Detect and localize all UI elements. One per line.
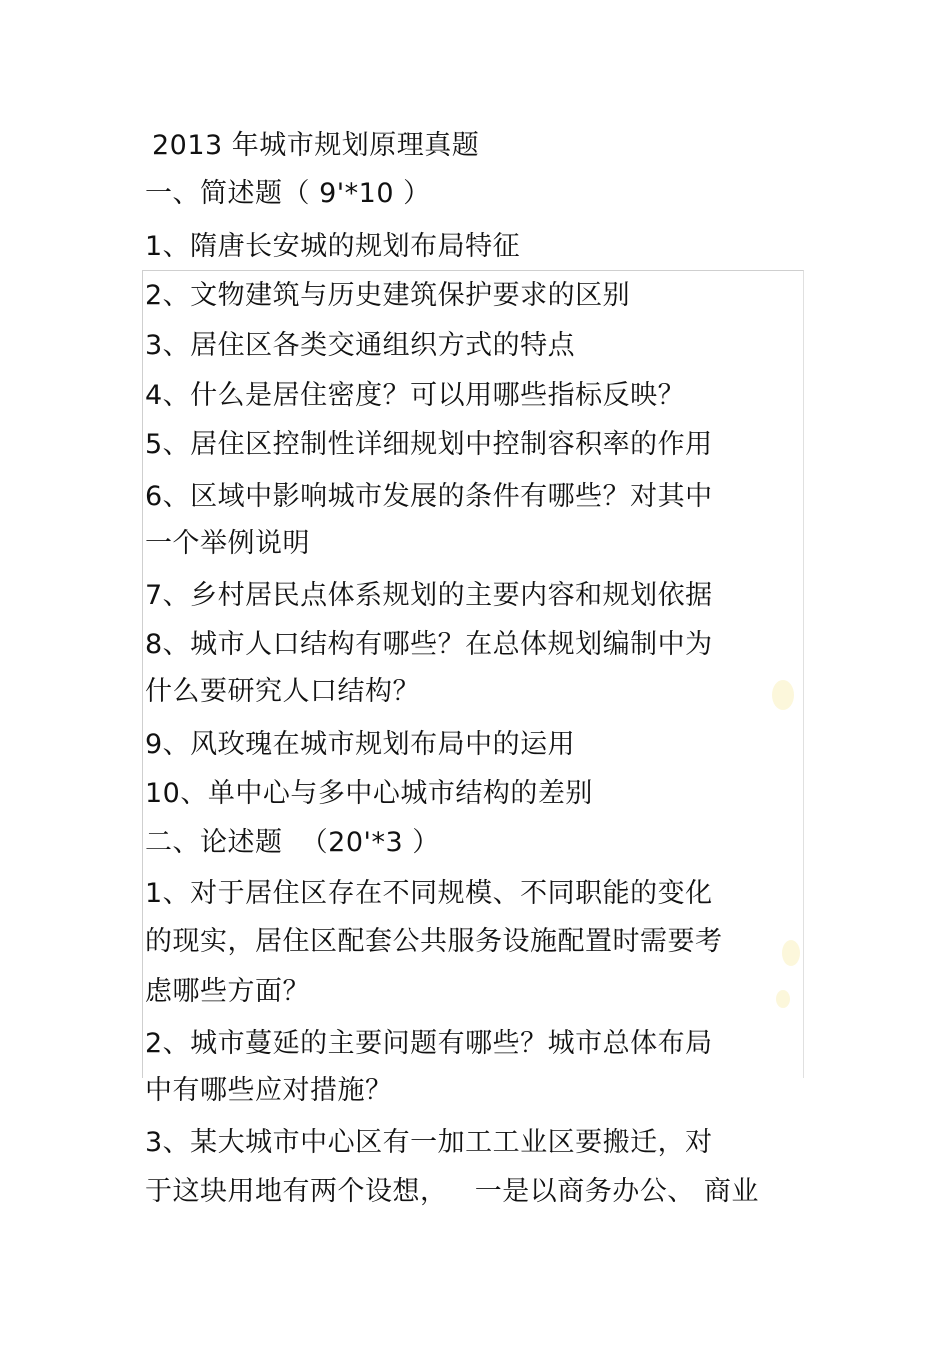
- list-item: 1、隋唐长安城的规划布局特征: [145, 231, 521, 262]
- list-item: 8、城市人口结构有哪些？在总体规划编制中为: [145, 629, 713, 660]
- list-item: 4、什么是居住密度？可以用哪些指标反映？: [145, 380, 686, 411]
- list-item-continuation: 什么要研究人口结构？: [145, 676, 420, 707]
- list-item: 9、风玫瑰在城市规划布局中的运用: [145, 729, 576, 760]
- list-item: 7、乡村居民点体系规划的主要内容和规划依据: [145, 580, 713, 611]
- list-item-continuation: 的现实，居住区配套公共服务设施配置时需要考: [145, 926, 723, 957]
- list-item: 3、居住区各类交通组织方式的特点: [145, 330, 576, 361]
- list-item-continuation: 中有哪些应对措施？: [145, 1075, 393, 1106]
- list-item: 10、单中心与多中心城市结构的差别: [145, 778, 593, 809]
- list-item: 2、文物建筑与历史建筑保护要求的区别: [145, 280, 631, 311]
- list-item: 1、对于居住区存在不同规模、不同职能的变化: [145, 878, 713, 909]
- paper-smudge: [776, 990, 790, 1008]
- list-item: 6、区域中影响城市发展的条件有哪些？对其中: [145, 481, 713, 512]
- section-heading: 一、简述题（ 9'*10 ）: [145, 178, 431, 209]
- list-item: 3、某大城市中心区有一加工工业区要搬迁，对: [145, 1127, 713, 1158]
- list-item-continuation: 虑哪些方面？: [145, 976, 310, 1007]
- paper-smudge: [772, 680, 794, 710]
- list-item-continuation: 于这块用地有两个设想， 一是以商务办公、 商业: [145, 1176, 759, 1207]
- list-item-continuation: 一个举例说明: [145, 528, 310, 559]
- list-item: 2、城市蔓延的主要问题有哪些？城市总体布局: [145, 1028, 713, 1059]
- section-heading: 二、论述题 （20'*3 ）: [145, 827, 440, 858]
- paper-smudge: [782, 940, 800, 966]
- document-title: 2013 年城市规划原理真题: [152, 130, 480, 161]
- list-item: 5、居住区控制性详细规划中控制容积率的作用: [145, 429, 713, 460]
